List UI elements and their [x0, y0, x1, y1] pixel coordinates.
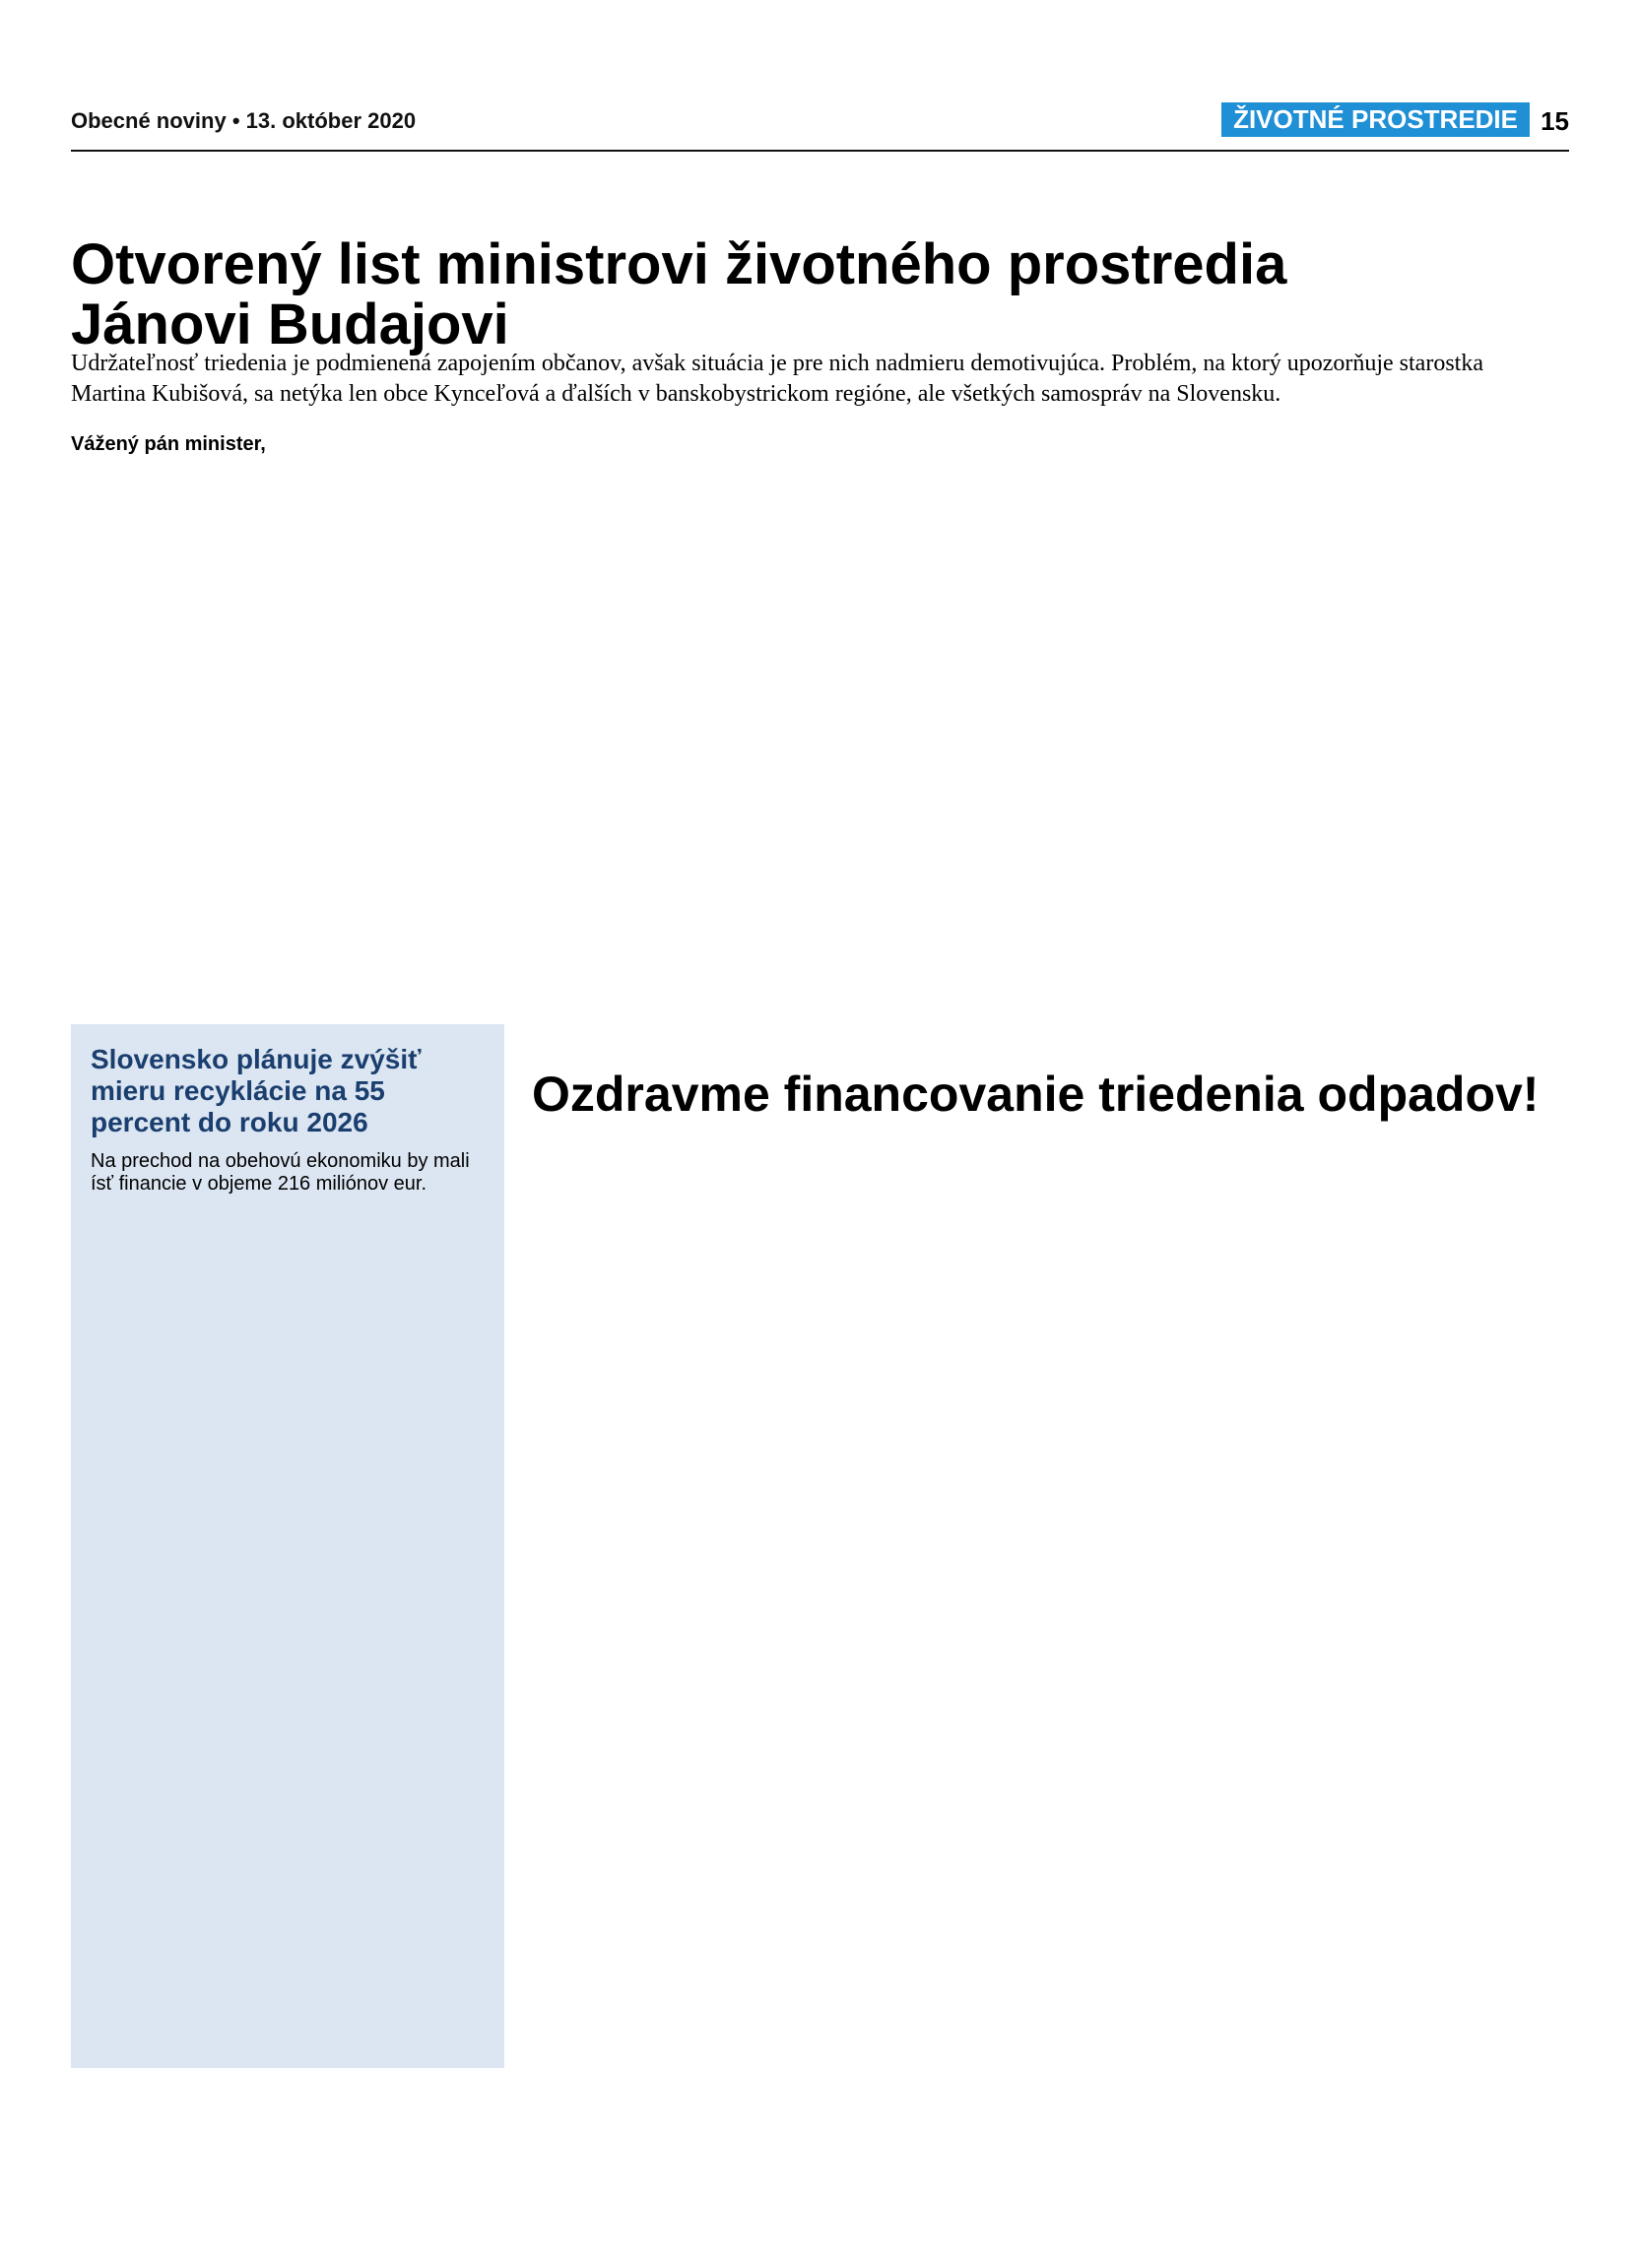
sidebar-box	[71, 1024, 504, 2068]
page-number: 15	[1541, 106, 1569, 136]
article-headline: Otvorený list ministrovi životného prostredia Jánovi Budajovi	[71, 231, 1287, 356]
article-lead: Udržateľnosť triedenia je podmienená zapojením občanov, avšak situácia je pre nich nadmieru demotivujúca. Problém, na ktorý upozorňuje starostka Martina Kubišová, sa netýka len obce Kynceľová a ďalších v banskobystrickom regióne, ale všetkých samospráv na Slovensku.	[71, 351, 1483, 408]
sidebar-title: Slovensko plánuje zvýšiť mieru recyklácie na 55 percent do roku 2026	[91, 1044, 422, 1137]
sidebar-lede: Na prechod na obehovú ekonomiku by mali ísť financie v objeme 216 miliónov eur.	[91, 1150, 470, 1195]
masthead-rule	[71, 150, 1569, 152]
issue-date: 13. október 2020	[245, 108, 417, 133]
second-article-headline: Ozdravme financovanie triedenia odpadov!	[532, 1066, 1540, 1122]
paper-name: Obecné noviny	[71, 108, 227, 133]
masthead: Obecné noviny • 13. október 2020	[71, 108, 417, 133]
article-salutation: Vážený pán minister,	[71, 433, 266, 455]
section-label: ŽIVOTNÉ PROSTREDIE	[1221, 102, 1530, 137]
